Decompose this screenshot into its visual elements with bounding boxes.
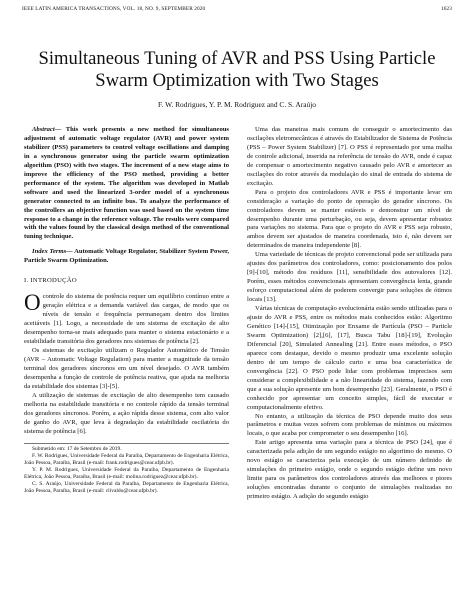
body-paragraph: Várias técnicas de computação evolucionária estão sendo utilizadas para o ajuste do AVR e PSS, entre os métodos mais conhecidos estão: Algoritmo Genético [14]-[15], Otimização por Enxame de Partícula (PSO – Particle Swarm Optimization) [2],[6], [17], Busca Tabu [18]-[19], Evolução Diferencial [20], Simulated Annealing [21]. Entre esses métodos, o PSO aparece com destaque, devido o mesmo produzir uma excelente solução dentro de um tempo de cálculo curto e uma boa característica de convergência [22]. O PSO pode lidar com problemas imprecisos sem considerar a complexibilidade e a não linearidade do sistema, fazendo com que a sua solução apresente um bom desempenho [23]. Geralmente, o PSO é conhecido por apresentar um conceito simples, fácil de executar e computacionalmente efetivo. <box>247 305 452 411</box>
abstract <box>24 126 229 242</box>
section-heading: I. INTRODUÇÃO <box>24 277 77 285</box>
footnote-author: C. S. Araújo, Universidade Federal da Paraíba, Departamento de Engenharia Elétrica, João Pessoa, Paraíba, Brasil (e-mail: clivaldo@cear.ufpb.br). <box>24 480 229 495</box>
intro-paragraph-text: controle do sistema de potência requer um equilíbrio contínuo entre a geração elétrica e a demanda variável das cargas, de modo que os níveis de tensão e frequência permaneçam dentro dos limites aceitáveis [1]. Logo, a necessidade de um sistema de excitação de alto desempenho torna-se mais adequado para manter o sistema estacionário e a estabilidade transitória dos geradores nos sistemas de potência [2]. <box>24 293 229 346</box>
abstract-label: Abstract— <box>32 126 62 133</box>
body-paragraph: Os sistemas de excitação utilizam o Regulador Automático de Tensão (AVR – Automatic Voltage Regulation) para manter a magnitude da tensão terminal dos geradores síncronos em um nível desejado. O AVR também desempenha a função de controle de potência reativa, que ajuda na melhoria da estabilidade dos sistemas [3]-[5]. <box>24 346 229 390</box>
running-head <box>22 6 452 15</box>
body-paragraph: Uma variedade de técnicas de projeto convencional pode ser utilizada para ajustes dos parâmetros dos controladores, como: posicionamento dos polos [9]-[10], método dos resíduos [11], sensibilidade dos autovalores [12]. Porém, esses métodos convencionais apresentam convergência lenta, grande esforço computacional além de poderem convergir para soluções de ótimos locais [13]. <box>247 251 452 304</box>
index-terms-label: Index Terms— <box>32 248 73 256</box>
footnote-submitted: Submetido em: 17 de Setembro de 2019. <box>32 445 122 452</box>
page-number: 1623 <box>441 6 452 12</box>
body-paragraph: No entanto, a utilização da técnica de PSO depende muito dos seus parâmetros e muitas vezes sofrem com problemas de mínimos ou máximos locais, o que acaba por comprometer o seu desempenho [16]. <box>247 412 452 438</box>
body-paragraph: Este artigo apresenta uma variação para a técnica de PSO [24], que é caracterizada pela adição de um segundo estágio no algoritmo do mesmo. O novo estágio se caracteriza pela execução de um número definido de simulações do primeiro estágio, onde o segundo estágio define um novo limite para os parâmetros dos controladores através das melhores e piores soluções encontradas durante o conjunto de simulações realizadas no primeiro estágio. A adição do segundo estágio <box>247 439 452 501</box>
footnote-author: Y. P. M. Rodriguez, Universidade Federal da Paraíba, Departamento de Engenharia Elétrica, João Pessoa, Paraíba, Brasil (e-mail: molina.rodriguez@cear.ufpb.br). <box>24 466 229 480</box>
footnote-author: F. W. Rodrigues, Universidade Federal da Paraíba, Departamento de Engenharia Elétrica, João Pessoa, Paraíba, Brasil (e-mail: frank.rodrigues@cear.ufpb.br). <box>24 452 229 466</box>
paper-title: Simultaneous Tuning of AVR and PSS Using Particle Swarm Optimization with Two Stages <box>38 48 436 91</box>
body-paragraph: Para o projeto dos controladores AVR e PSS é importante levar em consideração a variação do ponto de operação do gerador síncrono. Os controladores devem se manter estáveis e demonstrar um nível de desempenho durante uma perturbação, ou seja, devem apresentar robustez para variações no sistema. Para que o projeto do AVR e PSS seja robusto, ambos devem ser ajustados de maneira coordenada, isto é, não devem ser determinados de maneira independente [8]. <box>247 188 452 250</box>
right-column <box>247 126 452 502</box>
footnotes <box>24 443 229 496</box>
intro-paragraph <box>24 290 229 347</box>
index-terms-text: Automatic Voltage Regulator, Stabilizer System Power, Particle Swarm Optimization. <box>24 248 229 265</box>
journal-citation: IEEE LATIN AMERICA TRANSACTIONS, VOL. 18, NO. 9, SEPTEMBER 2020 <box>22 6 206 12</box>
left-column <box>24 126 229 495</box>
abstract-text: This work presents a new method for simultaneous adjustment of automatic voltage regulator (AVR) and power system stabilizer (PSS) parameters to control voltage oscillations and damping in a synchronous generator using the particle swarm optimization algorithm (PSO) with two stages. The increment of a new stage aims to improve the efficiency of the PSO method, providing a better performance of the system. The algorithm was developed in Matlab software and used the linearized 3-order model of a synchronous generator connected to an infinite bus. To analyze the performance of the controllers an objective function was used based on the system time response to a change in the reference voltage. The results were compared with the values found by the classical design method of the conventional tuning technique. <box>24 126 229 241</box>
index-terms <box>24 248 229 266</box>
body-paragraph: A utilização de sistemas de excitação de alto desempenho tem causado melhoria na estabilidade transitória e no controle rápido da tensão terminal dos geradores síncronos. Porém, a ação rápida desse sistema, com alto valor de ganho do AVR, que leva à degradação da estabilidade oscilatória do sistema de potência [6]. <box>24 391 229 435</box>
body-paragraph: Uma das maneiras mais comum de conseguir o amortecimento das oscilações eletromecânicas é através do Estabilizador de Sistema de Potência (PSS – Power System Stabilizer) [7]. O PSS é representado por uma malha de controle adicional, inserida na referência de tensão do AVR, onde é capaz de compensar o amortecimento negativo causado pelo AVR e amortecer as oscilações do rotor através da modulação do sinal de entrada do sistema de excitação. <box>247 126 452 187</box>
drop-cap: O <box>24 290 41 316</box>
author-list: F. W. Rodrigues, Y. P. M. Rodriguez and C. S. Araújo <box>158 100 316 109</box>
